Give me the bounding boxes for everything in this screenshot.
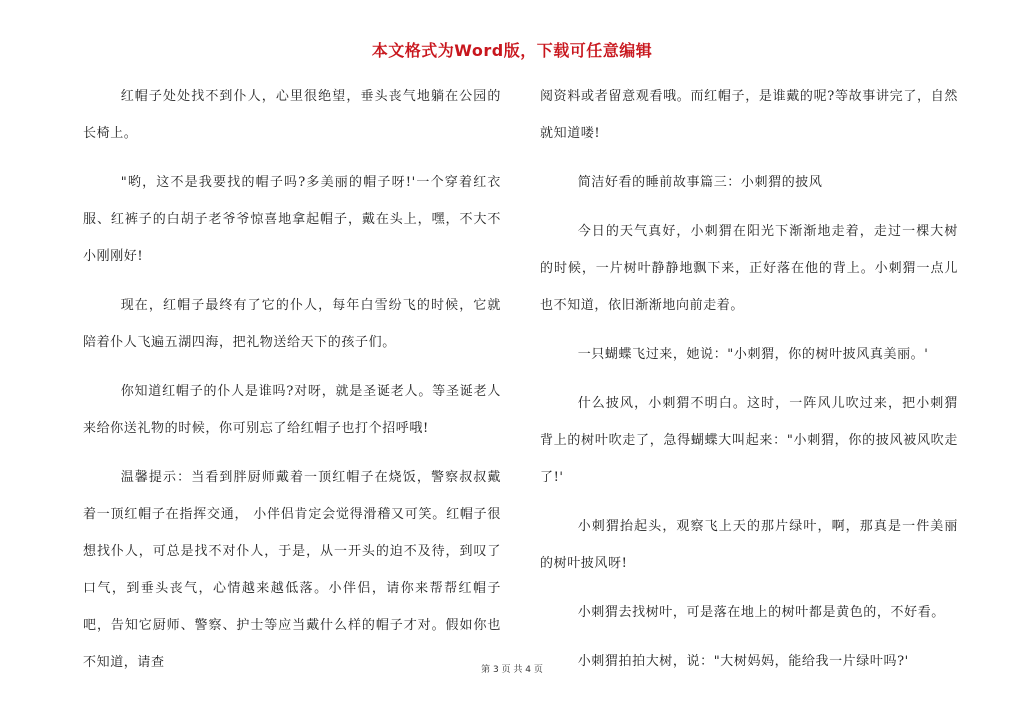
- paragraph: 小刺猬抬起头，观察飞上天的那片绿叶，啊，那真是一件美丽的树叶披风呀!: [540, 519, 958, 571]
- paragraph: 什么披风，小刺猬不明白。这时，一阵风儿吹过来，把小刺猬背上的树叶吹走了，急得蝴蝶大叫起来："小刺猬，你的披风被风吹走了!': [540, 396, 958, 485]
- page-number: 第 3 页 共 4 页: [481, 665, 543, 675]
- paragraph: 现在，红帽子最终有了它的仆人，每年白雪纷飞的时候，它就陪着仆人飞遍五湖四海，把礼物送给天下的孩子们。: [83, 298, 501, 350]
- document-banner: 本文格式为Word版，下载可任意编辑: [371, 41, 653, 60]
- paragraph: 红帽子处处找不到仆人，心里很绝望，垂头丧气地躺在公园的长椅上。: [83, 89, 501, 141]
- paragraph-continuation: 阅资料或者留意观看哦。而红帽子，是谁戴的呢?等故事讲完了，自然就知道喽!: [540, 89, 958, 141]
- paragraph: "哟，这不是我要找的帽子吗?多美丽的帽子呀!'一个穿着红衣服、红裤子的白胡子老爷爷惊喜地拿起帽子，戴在头上，嘿，不大不小刚刚好!: [83, 175, 501, 264]
- paragraph: 你知道红帽子的仆人是谁吗?对呀，就是圣诞老人。等圣诞老人来给你送礼物的时候，你可别忘了给红帽子也打个招呼哦!: [83, 384, 501, 436]
- paragraph: 小刺猬拍拍大树，说："大树妈妈，能给我一片绿叶吗?': [577, 654, 909, 669]
- right-text-column: [540, 78, 958, 692]
- paragraph: 小刺猬去找树叶，可是落在地上的树叶都是黄色的，不好看。: [577, 605, 945, 620]
- paragraph: 今日的天气真好，小刺猬在阳光下渐渐地走着，走过一棵大树的时候，一片树叶静静地飘下来，正好落在他的背上。小刺猬一点儿也不知道，依旧渐渐地向前走着。: [540, 224, 958, 313]
- left-text-column: [83, 78, 501, 693]
- paragraph: 温馨提示：当看到胖厨师戴着一顶红帽子在烧饭，警察叔叔戴着一顶红帽子在指挥交通， 小伴侣肯定会觉得滑稽又可笑。红帽子很想找仆人，可总是找不对仆人，于是，从一开头的迫不及待，到叹了口气，到垂头丧气，心情越来越低落。小伴侣，请你来帮帮红帽子吧，告知它厨师、警察、护士等应当戴什么样的帽子才对。假如你也不知道，请查: [83, 470, 501, 670]
- paragraph: 一只蝴蝶飞过来，她说："小刺猬，你的树叶披风真美丽。': [577, 347, 929, 362]
- section-heading: 简洁好看的睡前故事篇三：小刺猬的披风: [577, 175, 823, 190]
